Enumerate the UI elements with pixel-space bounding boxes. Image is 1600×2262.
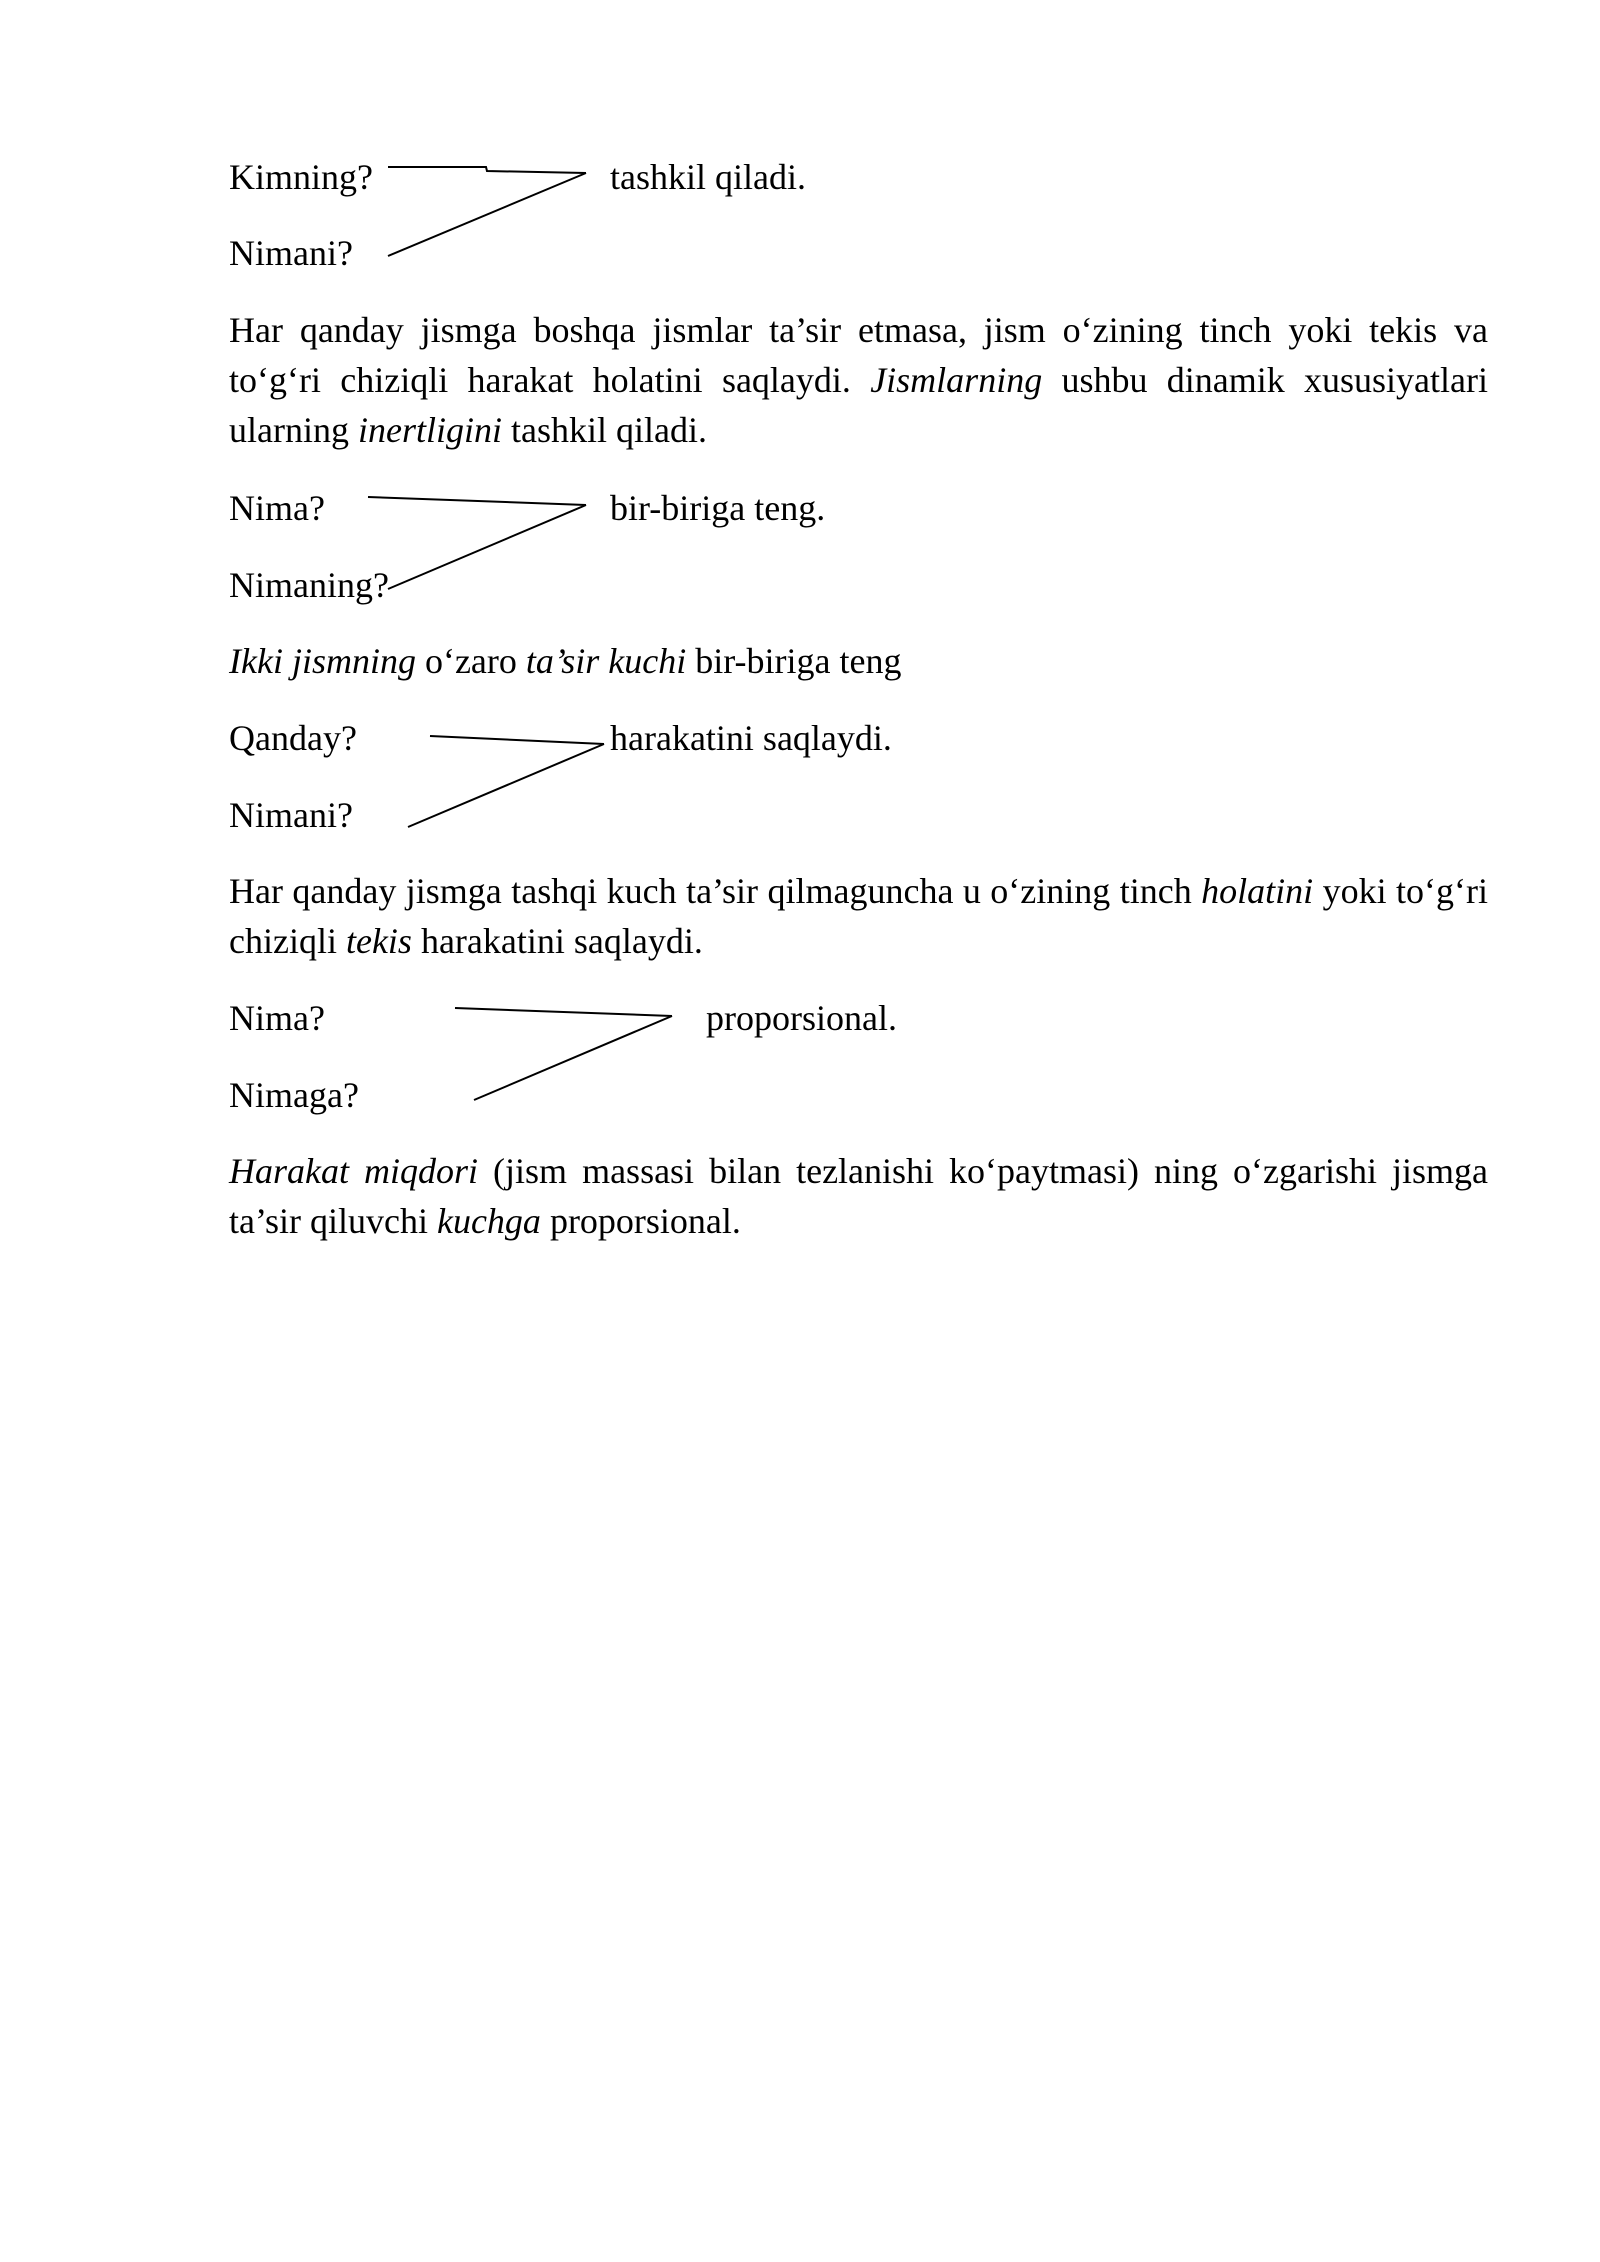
block3-question-1: Qanday? — [229, 718, 357, 758]
block3-predicate: harakatini saqlaydi. — [610, 718, 892, 758]
connector-3-bottom — [408, 744, 604, 827]
connector-1-top — [388, 167, 586, 173]
sentence-segment-italic: holatini — [1201, 871, 1314, 911]
sentence-segment: proporsional. — [540, 1201, 741, 1241]
block4-predicate: proporsional. — [706, 998, 897, 1038]
connector-4-top — [455, 1008, 672, 1016]
connector-3-top — [430, 736, 604, 744]
sentence-segment: yoki to‘g‘ri chiziqli — [229, 871, 1488, 961]
sentence-segment: ushbu dinamik xususiyatlari ularning — [229, 360, 1488, 450]
block1-question-2: Nimani? — [229, 233, 353, 273]
block1-predicate: tashkil qiladi. — [610, 157, 806, 197]
sentence-segment: o‘zaro — [415, 641, 526, 681]
block2-question-2: Nimaning? — [229, 565, 389, 605]
sentence-segment: Har qanday jismga boshqa jismlar ta’sir etmasa, jism o‘zining tinch yoki tekis va to‘g‘ri chiziqli harakat holatini saqlaydi. — [229, 310, 1488, 400]
sentence-segment-italic: inertligini — [357, 410, 502, 450]
block2-predicate: bir-biriga teng. — [610, 488, 826, 528]
block3-question-2: Nimani? — [229, 795, 353, 835]
block2-sentence — [229, 636, 1488, 686]
block4-question-1: Nima? — [229, 998, 325, 1038]
sentence-segment: tashkil qiladi. — [501, 410, 707, 450]
sentence-segment-italic: Jismlarning — [870, 360, 1043, 400]
sentence-segment: Har qanday jismga tashqi kuch ta’sir qilmaguncha u o‘zining tinch — [229, 871, 1202, 911]
block1-question-1: Kimning? — [229, 157, 373, 197]
sentence-segment-italic: Ikki jismning — [229, 641, 416, 681]
sentence-segment: harakatini saqlaydi. — [411, 921, 703, 961]
block4-question-2: Nimaga? — [229, 1075, 359, 1115]
connector-1-bottom — [388, 173, 586, 256]
sentence-segment-italic: tekis — [345, 921, 412, 961]
block3-sentence — [229, 866, 1488, 966]
connector-2-bottom — [388, 505, 586, 589]
connector-2-top — [368, 497, 586, 505]
sentence-segment-italic: ta’sir kuchi — [525, 641, 687, 681]
sentence-segment: bir-biriga teng — [686, 641, 902, 681]
block2-question-1: Nima? — [229, 488, 325, 528]
sentence-segment: (jism massasi bilan tezlanishi ko‘paytmasi) ning o‘zgarishi jismga ta’sir qiluvchi — [229, 1151, 1489, 1241]
connector-4-bottom — [474, 1016, 672, 1100]
block4-sentence — [229, 1146, 1488, 1246]
sentence-segment-italic: kuchga — [436, 1201, 541, 1241]
sentence-segment-italic: Harakat miqdori — [229, 1151, 479, 1191]
block1-sentence — [229, 305, 1488, 455]
